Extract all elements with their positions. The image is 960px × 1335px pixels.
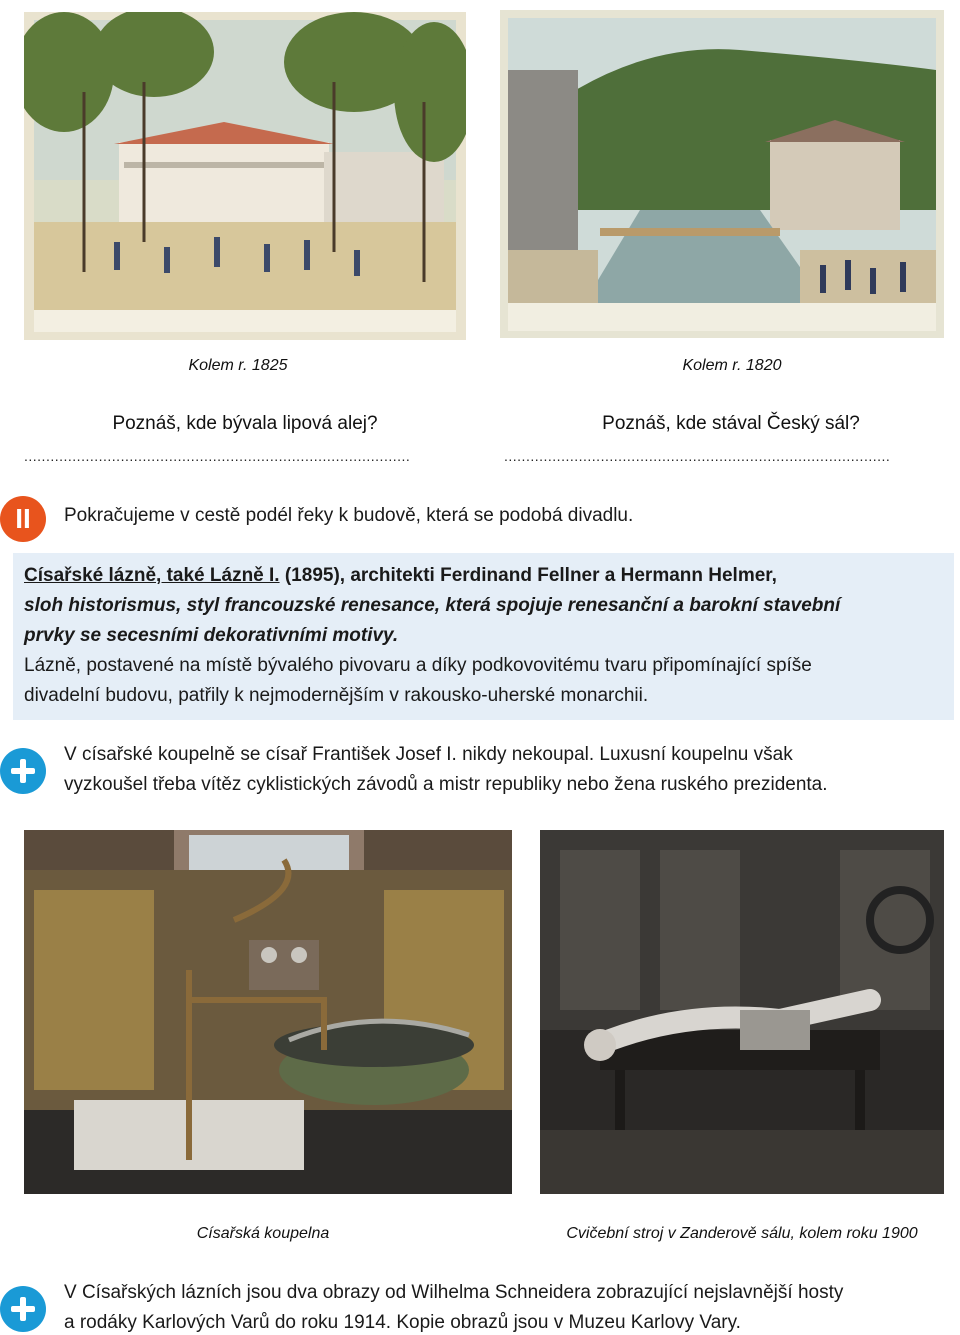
plus-icon [0,1286,46,1332]
info-box-imperial-spa [13,553,954,720]
info-desc-line-1: Lázně, postavené na místě bývalého pivovaru a díky podkovovitému tvaru připomínající spíše [24,655,812,676]
note1-line-1: V císařské koupelně se císař František Josef I. nikdy nekoupal. Luxusní koupelnu však [64,744,793,765]
info-architects: (1895), architekti Ferdinand Fellner a Hermann Helmer, [279,565,777,586]
note2-line-1: V Císařských lázních jsou dva obrazy od Wilhelma Schneidera zobrazující nejslavnější hosty [64,1282,844,1303]
photo-imperial-bathroom [24,830,512,1194]
info-desc-line-2: divadelní budovu, patřily k nejmodernějším v rakousko-uherské monarchii. [24,685,649,706]
note1-line-2: vyzkoušel třeba vítěz cyklistických závodů a mistr republiky nebo žena ruského prezidenta. [64,774,828,795]
info-style-line-1: sloh historismus, styl francouzské renesance, která spojuje renesanční a barokní stavební [24,595,841,616]
step-text: Pokračujeme v cestě podél řeky k budově, která se podobá divadlu. [64,505,634,526]
caption-left-top: Kolem r. 1825 [188,357,288,374]
plus-icon [0,748,46,794]
info-title-line [24,561,949,591]
question-czech-hall: Poznáš, kde stával Český sál? [602,413,860,434]
question-linden-alley: Poznáš, kde bývala lipová alej? [112,413,378,434]
info-title: Císařské lázně, také Lázně I. [24,565,280,586]
engraving-river-1820 [500,10,944,338]
caption-imperial-bathroom: Císařská koupelna [196,1225,330,1242]
engraving-alley-1825 [24,12,466,340]
caption-zander-machine: Cvičební stroj v Zanderově sálu, kolem roku 1900 [566,1225,918,1242]
answer-line-left[interactable]: ........................................................................................ [24,448,411,464]
info-style-line-2: prvky se secesními dekorativními motivy. [24,625,399,646]
note2-line-2: a rodáky Karlových Varů do roku 1914. Kopie obrazů jsou v Muzeu Karlovy Vary. [64,1312,741,1333]
photo-zander-machine [540,830,944,1194]
step-two-badge: II [0,496,46,542]
caption-right-top: Kolem r. 1820 [682,357,782,374]
answer-line-right[interactable]: ........................................................................................ [504,448,891,464]
